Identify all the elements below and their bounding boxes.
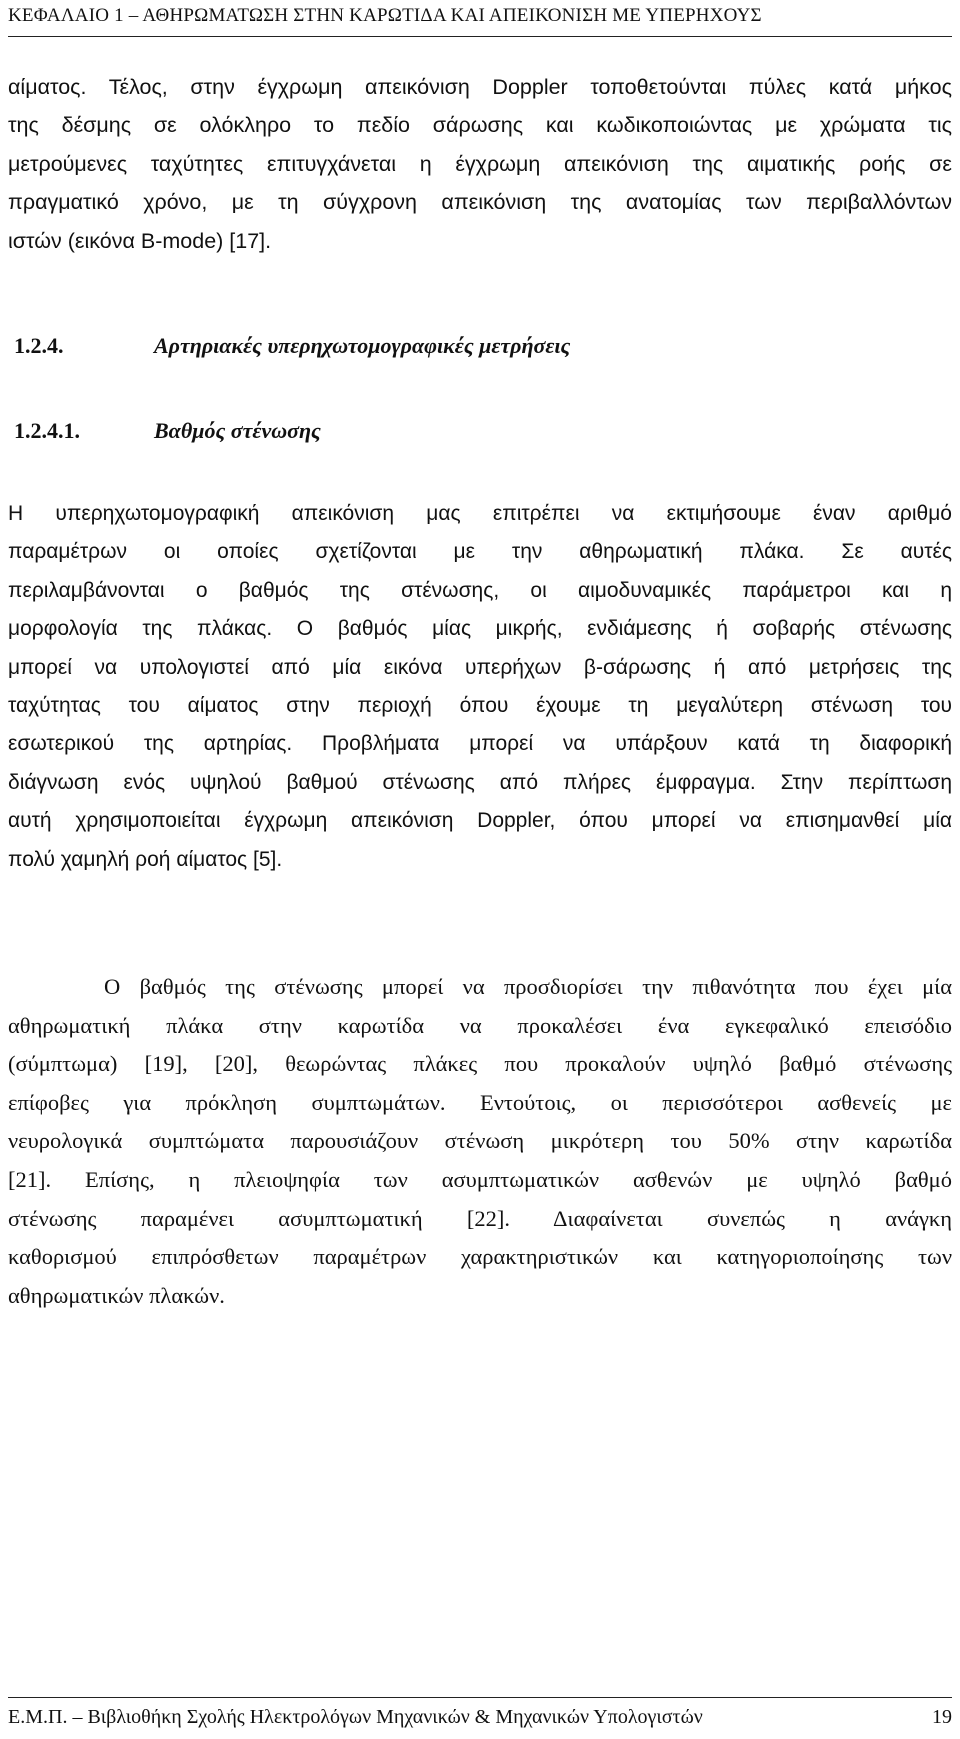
text-line: διάγνωση ενός υψηλού βαθμού στένωσης από πλήρες έμφραγμα. Στην περίπτωση (8, 770, 952, 794)
subsection-number: 1.2.4.1. (14, 418, 80, 443)
subsection-title: Βαθμός στένωσης (154, 418, 321, 443)
text-line: [21]. Επίσης, η πλειοψηφία των ασυμπτωματικών ασθενών με υψηλό βαθμό (8, 1166, 952, 1192)
text-line: περιλαμβάνονται ο βαθμός της στένωσης, οι αιμοδυναμικές παράμετροι και η (8, 578, 952, 602)
text-line: αίματος. Τέλος, στην έγχρωμη απεικόνιση Doppler τοποθετούνται πύλες κατά μήκος (8, 75, 952, 99)
text-line: μορφολογία της πλάκας. Ο βαθμός μίας μικρής, ενδιάμεσης ή σοβαρής στένωσης (8, 617, 952, 641)
page-number: 19 (932, 1706, 952, 1728)
subsection-heading (14, 418, 321, 444)
text-line: νευρολογικά συμπτώματα παρουσιάζουν στένωση μικρότερη του 50% στην καρωτίδα (8, 1128, 952, 1154)
text-line: αυτή χρησιμοποιείται έγχρωμη απεικόνιση Doppler, όπου μπορεί να επισημανθεί μία (8, 809, 952, 833)
text-line: πολύ χαμηλή ροή αίματος [5]. (8, 847, 283, 871)
paragraph-stenosis-degree (8, 495, 952, 879)
paragraph-stroke-risk (8, 968, 952, 1315)
text-line: της δέσμης σε ολόκληρο το πεδίο σάρωσης και κωδικοποιώντας με χρώματα τις (8, 113, 952, 138)
chapter-title: ΚΕΦΑΛΑΙΟ 1 – ΑΘΗΡΩΜΑΤΩΣΗ ΣΤΗΝ ΚΑΡΩΤΙΔΑ ΚΑΙ ΑΠΕΙΚΟΝΙΣΗ ΜΕ ΥΠΕΡΗΧΟΥΣ (8, 5, 762, 26)
section-heading (14, 333, 570, 359)
text-line: μετρούμενες ταχύτητες επιτυγχάνεται η έγχρωμη απεικόνιση της αιματικής ροής σε (8, 151, 952, 176)
text-line: αθηρωματική πλάκα στην καρωτίδα να προκαλέσει ένα εγκεφαλικό επεισόδιο (8, 1012, 952, 1038)
text-line: (σύμπτωμα) [19], [20], θεωρώντας πλάκες που προκαλούν υψηλό βαθμό στένωσης (8, 1051, 952, 1077)
text-line: αθηρωματικών πλακών. (8, 1282, 225, 1308)
text-line: πραγματικό χρόνο, με τη σύγχρονη απεικόνιση της ανατομίας των περιβαλλόντων (8, 190, 952, 215)
text-line: ταχύτητας του αίματος στην περιοχή όπου έχουμε τη μεγαλύτερη στένωση του (8, 694, 952, 718)
text-line: στένωσης παραμένει ασυμπτωματική [22]. Διαφαίνεται συνεπώς η ανάγκη (8, 1205, 952, 1231)
text-line: ιστών (εικόνα B-mode) [17]. (8, 228, 272, 253)
footer-institution: Ε.Μ.Π. – Βιβλιοθήκη Σχολής Ηλεκτρολόγων Μηχανικών & Μηχανικών Υπολογιστών (8, 1706, 703, 1728)
text-line: επίφοβες για πρόκληση συμπτωμάτων. Εντούτοις, οι περισσότεροι ασθενείς με (8, 1089, 952, 1115)
text-line: Ο βαθμός της στένωσης μπορεί να προσδιορίσει την πιθανότητα που έχει μία (104, 974, 952, 999)
text-line: παραμέτρων οι οποίες σχετίζονται με την αθηρωματική πλάκα. Σε αυτές (8, 540, 952, 564)
paragraph-intro (8, 68, 952, 260)
text-line: μπορεί να υπολογιστεί από μία εικόνα υπερήχων β-σάρωσης ή από μετρήσεις της (8, 655, 952, 679)
page-header (8, 4, 952, 37)
section-title: Αρτηριακές υπερηχωτομογραφικές μετρήσεις (154, 333, 571, 358)
text-line: Η υπερηχωτομογραφική απεικόνιση μας επιτρέπει να εκτιμήσουμε έναν αριθμό (8, 502, 952, 525)
section-number: 1.2.4. (14, 333, 64, 358)
text-line: εσωτερικού της αρτηρίας. Προβλήματα μπορεί να υπάρξουν κατά τη διαφορική (8, 732, 952, 756)
text-line: καθορισμού επιπρόσθετων παραμέτρων χαρακτηριστικών και κατηγοριοποίησης των (8, 1244, 952, 1270)
page-footer (8, 1697, 952, 1734)
